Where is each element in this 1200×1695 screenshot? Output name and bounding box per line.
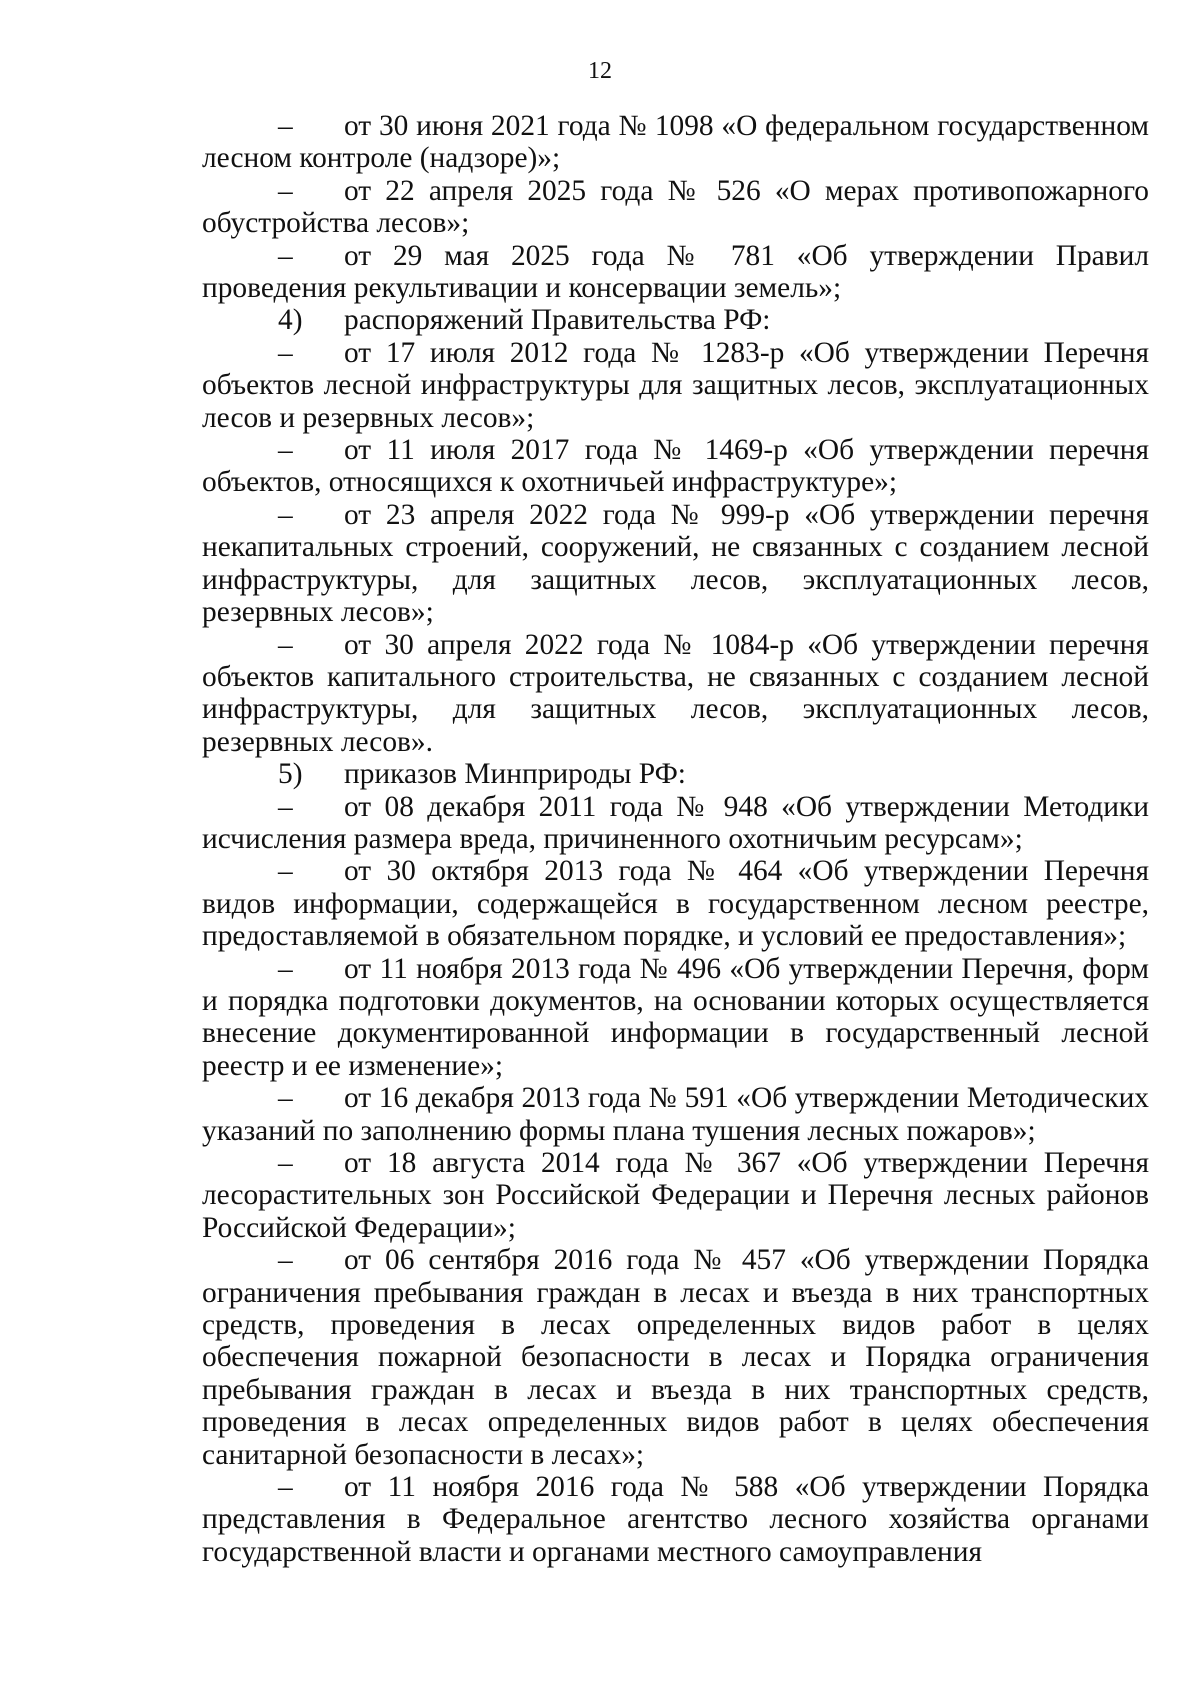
item-marker: – <box>278 1147 293 1179</box>
item-marker: – <box>278 174 293 207</box>
item-text: от 23 апреля 2022 года № 999-р «Об утверждении перечня некапитальных строений, сооружений, не связанных с созданием лесной инфраструктуры, для защитных лесов, эксплуатационных лесов, резервных лесов»; <box>202 498 1149 629</box>
list-item <box>202 240 1149 305</box>
section-title: приказов Минприроды РФ: <box>344 758 686 791</box>
list-item <box>202 1244 1149 1471</box>
item-text: от 30 июня 2021 года № 1098 «О федеральном государственном лесном контроле (надзоре)»; <box>202 110 1149 175</box>
section-number: 4) <box>278 304 303 337</box>
item-text: от 17 июля 2012 года № 1283-р «Об утверждении Перечня объектов лесной инфраструктуры для защитных лесов, эксплуатационных лесов и резервных лесов»; <box>202 336 1149 434</box>
item-text: от 11 июля 2017 года № 1469-р «Об утверждении перечня объектов, относящихся к охотничьей инфраструктуре»; <box>202 434 1149 499</box>
list-item <box>202 499 1149 629</box>
item-marker: – <box>278 790 293 823</box>
item-marker: – <box>278 628 293 661</box>
item-marker: – <box>278 498 293 531</box>
item-marker: – <box>278 855 293 888</box>
item-text: от 29 мая 2025 года № 781 «Об утверждении Правил проведения рекультивации и консервации земель»; <box>202 239 1149 305</box>
item-text: от 30 апреля 2022 года № 1084-р «Об утверждении перечня объектов капитального строительства, не связанных с созданием лесной инфраструктуры, для защитных лесов, эксплуатационных лесов, резервных лесов». <box>202 628 1149 758</box>
page-number: 12 <box>588 58 612 84</box>
list-item <box>202 1082 1149 1147</box>
item-marker: – <box>278 434 293 467</box>
list-item <box>202 175 1149 240</box>
list-item <box>202 855 1149 952</box>
item-marker: – <box>278 336 293 369</box>
item-text: от 18 августа 2014 года № 367 «Об утверждении Перечня лесорастительных зон Российской Федерации и Перечня лесных районов Российской Федерации»; <box>202 1147 1149 1244</box>
item-marker: – <box>278 110 293 142</box>
item-text: от 11 ноября 2013 года № 496 «Об утверждении Перечня, форм и порядка подготовки документов, на основании которых осуществляется внесение документированной информации в государственный лесной реестр и ее изменение»; <box>202 952 1149 1082</box>
item-text: от 11 ноября 2016 года № 588 «Об утверждении Порядка представления в Федеральное агентство лесного хозяйства органами государственной власти и органами местного самоуправления <box>202 1471 1149 1568</box>
list-item <box>202 434 1149 499</box>
list-item <box>202 337 1149 434</box>
list-item <box>202 629 1149 759</box>
item-text: от 22 апреля 2025 года № 526 «О мерах противопожарного обустройства лесов»; <box>202 174 1149 240</box>
item-marker: – <box>278 1471 293 1504</box>
section-heading <box>202 758 1149 790</box>
document-body <box>202 110 1149 1568</box>
list-item <box>202 791 1149 856</box>
item-marker: – <box>278 1244 293 1277</box>
section-number: 5) <box>278 758 303 791</box>
item-marker: – <box>278 952 293 985</box>
item-text: от 30 октября 2013 года № 464 «Об утверждении Перечня видов информации, содержащейся в государственном лесном реестре, предоставляемой в обязательном порядке, и условий ее предоставления»; <box>202 855 1149 953</box>
item-text: от 06 сентября 2016 года № 457 «Об утверждении Порядка ограничения пребывания граждан в лесах и въезда в них транспортных средств, проведения в лесах определенных видов работ в целях обеспечения пожарной безопасности в лесах и Порядка ограничения пребывания граждан в лесах и въезда в них транспортных средств, проведения в лесах определенных видов работ в целях обеспечения санитарной безопасности в лесах»; <box>202 1244 1149 1471</box>
list-item <box>202 953 1149 1083</box>
section-heading <box>202 304 1149 336</box>
item-marker: – <box>278 1082 293 1115</box>
item-marker: – <box>278 239 293 272</box>
list-item <box>202 110 1149 175</box>
section-title: распоряжений Правительства РФ: <box>344 304 771 337</box>
item-text: от 08 декабря 2011 года № 948 «Об утверждении Методики исчисления размера вреда, причиненного охотничьим ресурсам»; <box>202 790 1149 855</box>
item-text: от 16 декабря 2013 года № 591 «Об утверждении Методических указаний по заполнению формы плана тушения лесных пожаров»; <box>202 1082 1149 1147</box>
list-item <box>202 1471 1149 1568</box>
list-item <box>202 1147 1149 1244</box>
